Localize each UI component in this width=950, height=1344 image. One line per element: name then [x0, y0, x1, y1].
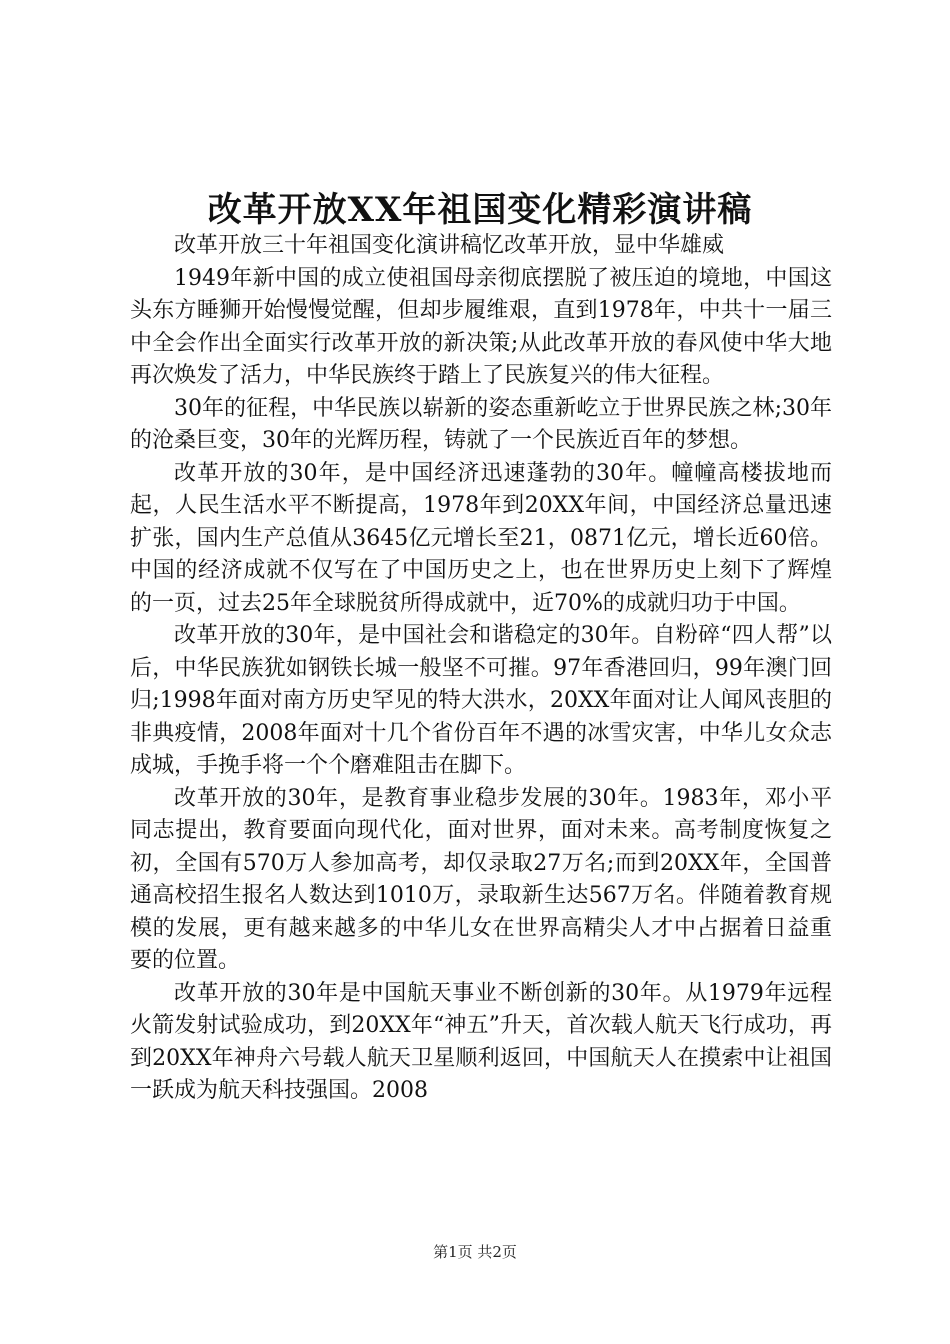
paragraph-education: 改革开放的30年，是教育事业稳步发展的30年。1983年，邓小平同志提出，教育要面向现代化，面对世界，面对未来。高考制度恢复之初，全国有570万人参加高考，却仅录取27万名;而到20XX年，全国普通高校招生报名人数达到1010万，录取新生达567万名。伴随着教育规模的发展，更有越来越多的中华儿女在世界高精尖人才中占据着日益重要的位置。 — [130, 785, 832, 973]
document-body — [130, 230, 832, 1108]
paragraph-stability: 改革开放的30年，是中国社会和谐稳定的30年。自粉碎“四人帮”以后，中华民族犹如钢铁长城一般坚不可摧。97年香港回归，99年澳门回归;1998年面对南方历史罕见的特大洪水，20XX年面对让人闻风丧胆的非典疫情，2008年面对十几个省份百年不遇的冰雪灾害，中华儿女众志成城，手挽手将一个个磨难阻击在脚下。 — [130, 623, 832, 778]
document-title: 改革开放XX年祖国变化精彩演讲稿 — [207, 190, 753, 230]
speech-subtitle-paragraph: 改革开放三十年祖国变化演讲稿忆改革开放，显中华雄威 — [174, 233, 725, 258]
page-number-footer: 第1页 共2页 — [433, 1243, 517, 1261]
paragraph-aerospace: 改革开放的30年是中国航天事业不断创新的30年。从1979年远程火箭发射试验成功，到20XX年“神五”升天，首次载人航天飞行成功，再到20XX年神舟六号载人航天卫星顺利返回，中国航天人在摸索中让祖国一跃成为航天科技强国。2008 — [130, 980, 832, 1103]
paragraph-journey: 30年的征程，中华民族以崭新的姿态重新屹立于世界民族之林;30年的沧桑巨变，30年的光辉历程，铸就了一个民族近百年的梦想。 — [130, 395, 832, 453]
paragraph-founding: 1949年新中国的成立使祖国母亲彻底摆脱了被压迫的境地，中国这头东方睡狮开始慢慢觉醒，但却步履维艰，直到1978年，中共十一届三中全会作出全面实行改革开放的新决策;从此改革开放的春风使中华大地再次焕发了活力，中华民族终于踏上了民族复兴的伟大征程。 — [130, 265, 832, 388]
paragraph-economy: 改革开放的30年，是中国经济迅速蓬勃的30年。幢幢高楼拔地而起，人民生活水平不断提高，1978年到20XX年间，中国经济总量迅速扩张，国内生产总值从3645亿元增长至21，0871亿元，增长近60倍。中国的经济成就不仅写在了中国历史之上，也在世界历史上刻下了辉煌的一页，过去25年全球脱贫所得成就中，近70%的成就归功于中国。 — [130, 460, 832, 616]
